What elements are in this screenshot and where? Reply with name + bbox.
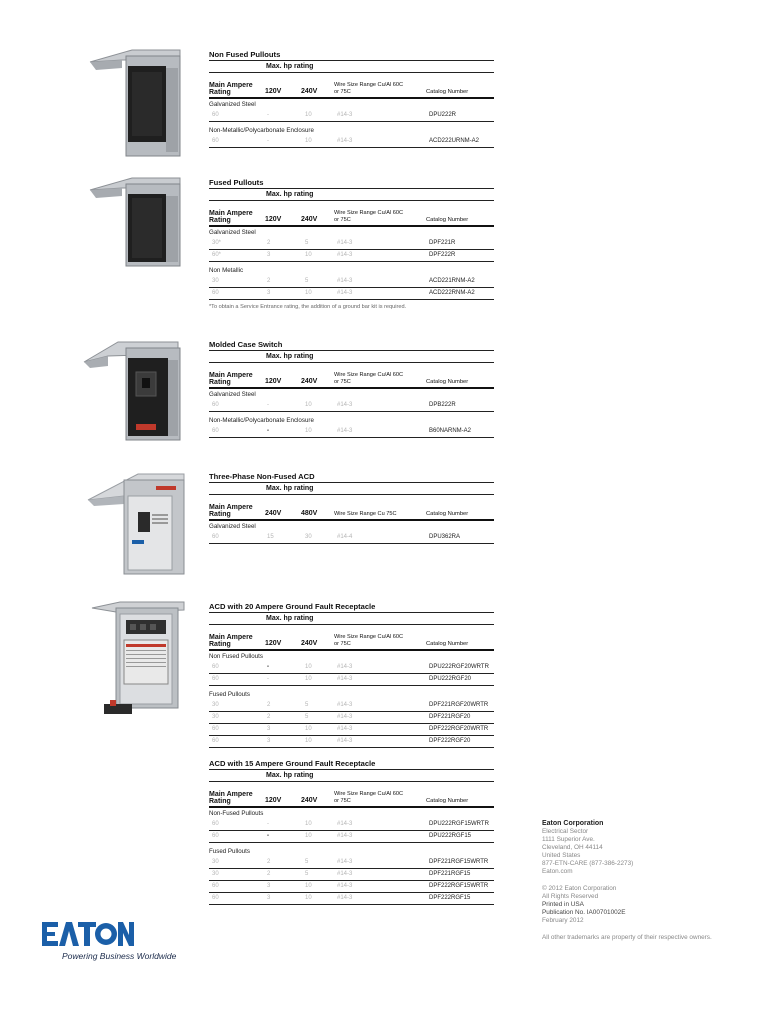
city-line: Cleveland, OH 44114 xyxy=(542,844,603,851)
table-row: 30 2 5 #14-3 DPF221RGF15WRTR xyxy=(209,857,494,869)
column-headers: Main Ampere Rating 120V 240V Wire Size Range Cu/Al 60C or 75C Catalog Number xyxy=(209,372,469,386)
table-row: 60 - 10 #14-3 DPU222RGF20WRTR xyxy=(209,662,494,674)
table-row: 60* 3 10 #14-3 DPF222R xyxy=(209,250,494,262)
table-acd-15a-gfci xyxy=(209,759,494,905)
hp-rating-header: Max. hp rating xyxy=(266,63,314,70)
eaton-logo xyxy=(42,920,134,953)
table-row: 30 2 5 #14-3 DPF221RGF20 xyxy=(209,712,494,724)
table-row: 60 - 10 #14-3 ACD222URNM-A2 xyxy=(209,136,494,148)
section-title: Fused Pullouts xyxy=(209,178,264,187)
sector-line: Electrical Sector xyxy=(542,828,589,835)
table-row: 30 2 5 #14-3 DPF221RGF15 xyxy=(209,869,494,881)
group-label: Galvanized Steel xyxy=(209,229,256,236)
group-label: Non Metallic xyxy=(209,267,244,274)
group-label: Galvanized Steel xyxy=(209,391,256,398)
column-headers: Main Ampere Rating 240V 480V Wire Size Range Cu 75C Catalog Number xyxy=(209,504,469,518)
table-row: 60 - 10 #14-3 B60NARNM-A2 xyxy=(209,426,494,438)
printed-line: Printed in USA xyxy=(542,901,584,908)
table-row: 60 15 30 #14-4 DPU362RA xyxy=(209,532,494,544)
product-photo-non-fused-pullout xyxy=(82,48,184,160)
hp-rating-header: Max. hp rating xyxy=(266,353,314,360)
table-row: 60 - 10 #14-3 DPU222RGF20 xyxy=(209,674,494,686)
column-headers: Main Ampere Rating 120V 240V Wire Size Range Cu/Al 60C or 75C Catalog Number xyxy=(209,791,469,805)
table-row: 30 2 5 #14-3 DPF221RGF20WRTR xyxy=(209,700,494,712)
table-row: 60 - 10 #14-3 DPU222RGF15WRTR xyxy=(209,819,494,831)
table-row: 60 3 10 #14-3 DPF222RGF20 xyxy=(209,736,494,748)
street-line: 1111 Superior Ave. xyxy=(542,836,595,843)
group-label: Non-Metallic/Polycarbonate Enclosure xyxy=(209,127,314,134)
table-row: 60 3 10 #14-3 DPF222RGF20WRTR xyxy=(209,724,494,736)
table-row: 60 - 10 #14-3 DPU222RGF15 xyxy=(209,831,494,843)
web-line: Eaton.com xyxy=(542,868,573,875)
hp-rating-header: Max. hp rating xyxy=(266,615,314,622)
table-three-phase-acd xyxy=(209,472,494,544)
company-name: Eaton Corporation xyxy=(542,820,604,827)
table-row: 60 - 10 #14-3 DPU222R xyxy=(209,110,494,122)
section-title: ACD with 20 Ampere Ground Fault Receptacle xyxy=(209,602,376,611)
column-headers: Main Ampere Rating 120V 240V Wire Size Range Cu/Al 60C or 75C Catalog Number xyxy=(209,82,469,96)
group-label: Non-Metallic/Polycarbonate Enclosure xyxy=(209,417,314,424)
table-row: 60 - 10 #14-3 DPB222R xyxy=(209,400,494,412)
table-row: 30* 2 5 #14-3 DPF221R xyxy=(209,238,494,250)
group-label: Fused Pullouts xyxy=(209,848,250,855)
product-photo-three-phase-acd xyxy=(84,470,186,576)
section-title: Non Fused Pullouts xyxy=(209,50,281,59)
column-headers: Main Ampere Rating 120V 240V Wire Size Range Cu/Al 60C or 75C Catalog Number xyxy=(209,634,469,648)
country-line: United States xyxy=(542,852,581,859)
hp-rating-header: Max. hp rating xyxy=(266,191,314,198)
company-address-block xyxy=(542,820,732,942)
trademark-notice: All other trademarks are property of their respective owners. xyxy=(542,934,712,941)
brand-tagline: Powering Business Worldwide xyxy=(62,951,177,961)
table-acd-20a-gfci xyxy=(209,602,494,748)
table-row: 60 3 10 #14-3 DPF222RGF15 xyxy=(209,893,494,905)
product-photo-acd-gfci xyxy=(90,600,186,720)
group-label: Galvanized Steel xyxy=(209,101,256,108)
group-label: Non-Fused Pullouts xyxy=(209,810,264,817)
hp-rating-header: Max. hp rating xyxy=(266,485,314,492)
publication-line: Publication No. IA00701002E xyxy=(542,909,626,916)
table-fused-pullouts xyxy=(209,178,494,310)
group-label: Non Fused Pullouts xyxy=(209,653,263,660)
phone-line: 877-ETN-CARE (877-386-2273) xyxy=(542,860,634,867)
hp-rating-header: Max. hp rating xyxy=(266,772,314,779)
table-row: 60 3 10 #14-3 ACD222RNM-A2 xyxy=(209,288,494,300)
group-label: Fused Pullouts xyxy=(209,691,250,698)
group-label: Galvanized Steel xyxy=(209,523,256,530)
section-title: ACD with 15 Ampere Ground Fault Receptacle xyxy=(209,759,376,768)
product-photo-fused-pullout xyxy=(82,176,184,268)
copyright-line: © 2012 Eaton Corporation xyxy=(542,885,617,892)
product-photo-molded-case-switch xyxy=(78,338,184,442)
section-title: Three-Phase Non-Fused ACD xyxy=(209,472,315,481)
section-title: Molded Case Switch xyxy=(209,340,283,349)
table-row: 60 3 10 #14-3 DPF222RGF15WRTR xyxy=(209,881,494,893)
table-row: 30 2 5 #14-3 ACD221RNM-A2 xyxy=(209,276,494,288)
rights-line: All Rights Reserved xyxy=(542,893,599,900)
column-headers: Main Ampere Rating 120V 240V Wire Size Range Cu/Al 60C or 75C Catalog Number xyxy=(209,210,469,224)
date-line: February 2012 xyxy=(542,917,584,924)
table-molded-case-switch xyxy=(209,340,494,438)
table-non-fused-pullouts xyxy=(209,50,494,148)
footnote: *To obtain a Service Entrance rating, the addition of a ground bar kit is required. xyxy=(209,304,407,310)
